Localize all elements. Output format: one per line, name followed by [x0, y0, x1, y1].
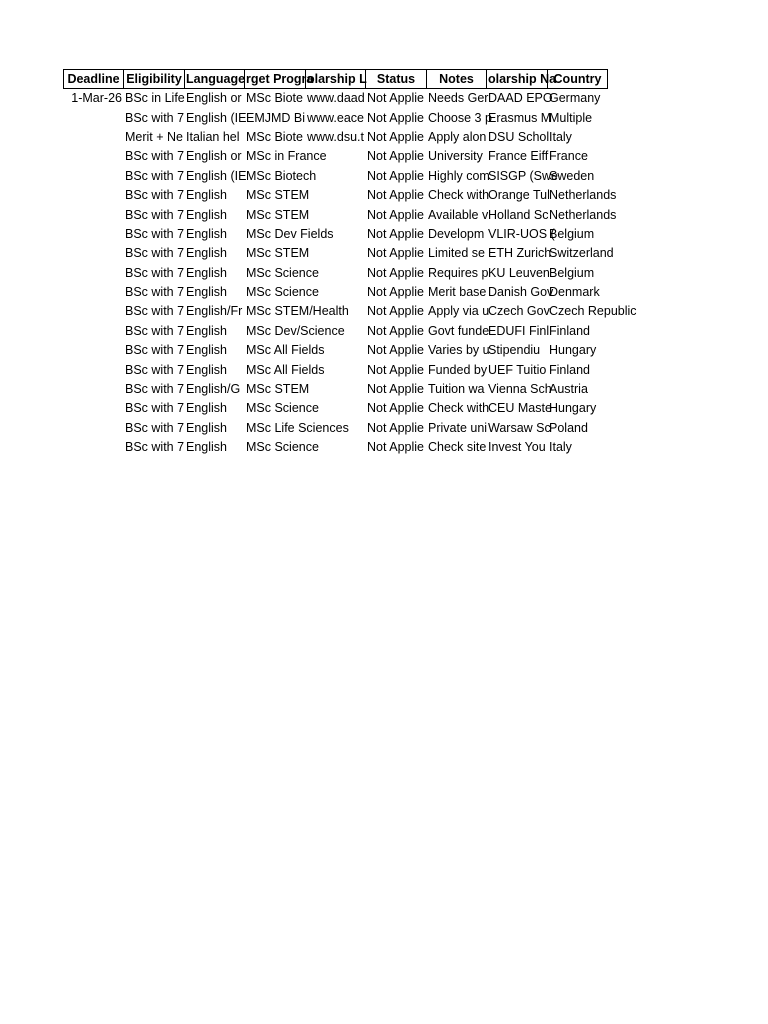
cell-language[interactable]: English (IE	[186, 168, 247, 183]
header-status[interactable]: Status	[366, 69, 427, 89]
cell-scholarship-name[interactable]: ETH Zurich	[488, 246, 552, 261]
table-body	[63, 89, 637, 457]
cell-eligibility[interactable]: BSc in Life	[125, 91, 185, 106]
cell-scholarship-name[interactable]: Invest You	[488, 440, 546, 455]
cell-country[interactable]: Austria	[549, 382, 588, 397]
cell-notes[interactable]: Limited se	[428, 246, 485, 261]
table-row	[63, 322, 608, 341]
table-row	[63, 302, 637, 321]
cell-status[interactable]: Not Applie	[367, 285, 424, 300]
cell-status[interactable]: Not Applie	[367, 207, 424, 222]
cell-eligibility[interactable]: BSc with 7	[125, 168, 185, 183]
cell-eligibility[interactable]: BSc with 7	[125, 207, 185, 222]
cell-language[interactable]: English	[186, 401, 227, 416]
cell-language[interactable]: English	[186, 285, 227, 300]
cell-scholarship-name[interactable]: VLIR-UOS (	[488, 226, 555, 241]
cell-eligibility[interactable]: BSc with 7	[125, 110, 185, 125]
cell-language[interactable]: English	[186, 246, 227, 261]
cell-eligibility[interactable]: BSc with 7	[125, 285, 185, 300]
header-row	[63, 69, 608, 89]
cell-target-program[interactable]: MSc STEM	[246, 207, 310, 222]
cell-notes[interactable]: Developm	[428, 226, 485, 241]
cell-eligibility[interactable]: Merit + Ne	[125, 129, 184, 144]
cell-country[interactable]: Czech Republic	[549, 304, 637, 319]
cell-scholarship-name[interactable]: DAAD EPO	[488, 91, 553, 106]
cell-scholarship-name[interactable]: Orange Tul	[488, 188, 550, 203]
cell-status[interactable]: Not Applie	[367, 362, 424, 377]
cell-eligibility[interactable]: BSc with 7	[125, 362, 185, 377]
cell-language[interactable]: English or	[186, 91, 242, 106]
cell-notes[interactable]: University	[428, 149, 483, 164]
cell-language[interactable]: English	[186, 362, 227, 377]
cell-scholarship-name[interactable]: Czech Gov	[488, 304, 550, 319]
cell-scholarship-link[interactable]: www.eace	[307, 110, 364, 125]
cell-notes[interactable]: Needs Ger	[428, 91, 489, 106]
table-row	[63, 108, 608, 127]
cell-target-program[interactable]: MSc Science	[246, 440, 319, 455]
cell-scholarship-name[interactable]: Holland Sc	[488, 207, 549, 222]
cell-language[interactable]: English	[186, 323, 227, 338]
cell-status[interactable]: Not Applie	[367, 420, 424, 435]
cell-target-program[interactable]: MSc STEM	[246, 188, 310, 203]
cell-status[interactable]: Not Applie	[367, 323, 424, 338]
cell-eligibility[interactable]: BSc with 7	[125, 149, 185, 164]
cell-status[interactable]: Not Applie	[367, 401, 424, 416]
cell-status[interactable]: Not Applie	[367, 440, 424, 455]
cell-scholarship-name[interactable]: UEF Tuitio	[488, 362, 547, 377]
cell-target-program[interactable]: MSc Dev Fields	[246, 226, 334, 241]
cell-deadline[interactable]: 1-Mar-26	[71, 91, 122, 106]
cell-target-program[interactable]: MSc STEM/Health	[246, 304, 349, 319]
cell-country[interactable]: Finland	[549, 362, 590, 377]
cell-country[interactable]: Netherlands	[549, 207, 617, 222]
header-scholarship-link[interactable]: olarship L	[306, 69, 366, 89]
cell-target-program[interactable]: MSc STEM	[246, 382, 310, 397]
cell-country[interactable]: Italy	[549, 129, 572, 144]
cell-language[interactable]: English	[186, 226, 227, 241]
cell-scholarship-name[interactable]: Erasmus M	[488, 110, 552, 125]
cell-eligibility[interactable]: BSc with 7	[125, 382, 185, 397]
cell-notes[interactable]: Varies by u	[428, 343, 490, 358]
table-row	[63, 419, 608, 438]
cell-scholarship-name[interactable]: Vienna Sch	[488, 382, 552, 397]
spreadsheet	[63, 69, 637, 457]
header-language[interactable]: Language	[185, 69, 245, 89]
cell-language[interactable]: English	[186, 343, 227, 358]
table-row	[63, 167, 608, 186]
cell-eligibility[interactable]: BSc with 7	[125, 304, 185, 319]
cell-language[interactable]: English	[186, 207, 227, 222]
cell-status[interactable]: Not Applie	[367, 265, 424, 280]
cell-scholarship-name[interactable]: DSU Schol	[488, 129, 550, 144]
cell-country[interactable]: Switzerland	[549, 246, 614, 261]
cell-target-program[interactable]: MSc Biote	[246, 91, 303, 106]
cell-status[interactable]: Not Applie	[367, 110, 424, 125]
cell-scholarship-name[interactable]: Warsaw Sc	[488, 420, 551, 435]
cell-eligibility[interactable]: BSc with 7	[125, 420, 185, 435]
cell-status[interactable]: Not Applie	[367, 246, 424, 261]
cell-country[interactable]: Netherlands	[549, 188, 617, 203]
cell-eligibility[interactable]: BSc with 7	[125, 226, 185, 241]
cell-notes[interactable]: Funded by	[428, 362, 488, 377]
cell-status[interactable]: Not Applie	[367, 149, 424, 164]
cell-eligibility[interactable]: BSc with 7	[125, 440, 185, 455]
cell-status[interactable]: Not Applie	[367, 91, 424, 106]
cell-status[interactable]: Not Applie	[367, 343, 424, 358]
cell-scholarship-link[interactable]: www.daad	[307, 91, 365, 106]
table-row	[63, 360, 608, 379]
cell-notes[interactable]: Govt funde	[428, 323, 490, 338]
cell-language[interactable]: English	[186, 420, 227, 435]
cell-country[interactable]: Belgium	[549, 226, 595, 241]
cell-scholarship-link[interactable]: www.dsu.t	[307, 129, 364, 144]
cell-target-program[interactable]: MSc Biotech	[246, 168, 317, 183]
cell-scholarship-name[interactable]: EDUFI Finl	[488, 323, 550, 338]
cell-scholarship-name[interactable]: CEU Maste	[488, 401, 552, 416]
cell-notes[interactable]: Check site	[428, 440, 487, 455]
table-row	[63, 225, 608, 244]
cell-country[interactable]: Sweden	[549, 168, 595, 183]
cell-status[interactable]: Not Applie	[367, 382, 424, 397]
cell-target-program[interactable]: MSc in France	[246, 149, 327, 164]
cell-language[interactable]: English (IE	[186, 110, 247, 125]
cell-notes[interactable]: Check with	[428, 188, 490, 203]
cell-eligibility[interactable]: BSc with 7	[125, 246, 185, 261]
cell-target-program[interactable]: MSc Science	[246, 401, 319, 416]
header-scholarship-name[interactable]: olarship Na	[487, 69, 548, 89]
header-country[interactable]: Country	[548, 69, 608, 89]
cell-country[interactable]: Germany	[549, 91, 601, 106]
cell-notes[interactable]: Apply via u	[428, 304, 490, 319]
cell-country[interactable]: Finland	[549, 323, 590, 338]
cell-country[interactable]: Hungary	[549, 401, 597, 416]
cell-country[interactable]: Hungary	[549, 343, 597, 358]
cell-status[interactable]: Not Applie	[367, 168, 424, 183]
cell-notes[interactable]: Private uni	[428, 420, 488, 435]
cell-target-program[interactable]: MSc Science	[246, 265, 319, 280]
header-target-program[interactable]: rget Progra	[245, 69, 306, 89]
cell-country[interactable]: Belgium	[549, 265, 595, 280]
cell-language[interactable]: Italian hel	[186, 129, 240, 144]
header-deadline[interactable]: Deadline	[63, 69, 124, 89]
cell-scholarship-name[interactable]: Danish Gov	[488, 285, 554, 300]
cell-language[interactable]: English	[186, 265, 227, 280]
table-row	[63, 399, 608, 418]
table-row	[63, 147, 608, 166]
header-eligibility[interactable]: Eligibility	[124, 69, 185, 89]
table-row	[63, 205, 617, 224]
cell-language[interactable]: English	[186, 440, 227, 455]
cell-eligibility[interactable]: BSc with 7	[125, 401, 185, 416]
cell-notes[interactable]: Choose 3 p	[428, 110, 492, 125]
cell-status[interactable]: Not Applie	[367, 304, 424, 319]
cell-country[interactable]: France	[549, 149, 588, 164]
cell-target-program[interactable]: MSc All Fields	[246, 362, 325, 377]
table-row	[63, 380, 608, 399]
table-row	[63, 244, 614, 263]
cell-country[interactable]: Poland	[549, 420, 588, 435]
cell-notes[interactable]: Merit base	[428, 285, 487, 300]
cell-target-program[interactable]: MSc Life Sciences	[246, 420, 349, 435]
table-row	[63, 128, 608, 147]
cell-status[interactable]: Not Applie	[367, 188, 424, 203]
table-row	[63, 341, 608, 360]
cell-notes[interactable]: Check with	[428, 401, 490, 416]
cell-target-program[interactable]: MSc Science	[246, 285, 319, 300]
cell-language[interactable]: English or	[186, 149, 242, 164]
cell-target-program[interactable]: MSc STEM	[246, 246, 310, 261]
cell-scholarship-name[interactable]: France Eiff	[488, 149, 549, 164]
table-row	[63, 186, 617, 205]
cell-target-program[interactable]: EMJMD Bi	[246, 110, 306, 125]
cell-country[interactable]: Multiple	[549, 110, 593, 125]
cell-language[interactable]: English/Fr	[186, 304, 243, 319]
cell-notes[interactable]: Available v	[428, 207, 489, 222]
cell-target-program[interactable]: MSc Dev/Science	[246, 323, 345, 338]
cell-notes[interactable]: Requires p	[428, 265, 489, 280]
header-notes[interactable]: Notes	[427, 69, 487, 89]
cell-status[interactable]: Not Applie	[367, 129, 424, 144]
cell-target-program[interactable]: MSc All Fields	[246, 343, 325, 358]
cell-notes[interactable]: Tuition wa	[428, 382, 485, 397]
cell-notes[interactable]: Highly com	[428, 168, 490, 183]
cell-status[interactable]: Not Applie	[367, 226, 424, 241]
cell-country[interactable]: Denmark	[549, 285, 600, 300]
cell-notes[interactable]: Apply alon	[428, 129, 487, 144]
cell-language[interactable]: English/G	[186, 382, 241, 397]
cell-language[interactable]: English	[186, 188, 227, 203]
cell-scholarship-name[interactable]: Stipendiu	[488, 343, 541, 358]
cell-country[interactable]: Italy	[549, 440, 572, 455]
table-row	[63, 264, 608, 283]
table-row	[63, 89, 608, 108]
table-row	[63, 283, 608, 302]
cell-eligibility[interactable]: BSc with 7	[125, 343, 185, 358]
cell-eligibility[interactable]: BSc with 7	[125, 323, 185, 338]
cell-eligibility[interactable]: BSc with 7	[125, 188, 185, 203]
table-row	[63, 438, 608, 457]
cell-target-program[interactable]: MSc Biote	[246, 129, 303, 144]
cell-scholarship-name[interactable]: SISGP (Swe	[488, 168, 558, 183]
cell-scholarship-name[interactable]: KU Leuven	[488, 265, 550, 280]
cell-eligibility[interactable]: BSc with 7	[125, 265, 185, 280]
